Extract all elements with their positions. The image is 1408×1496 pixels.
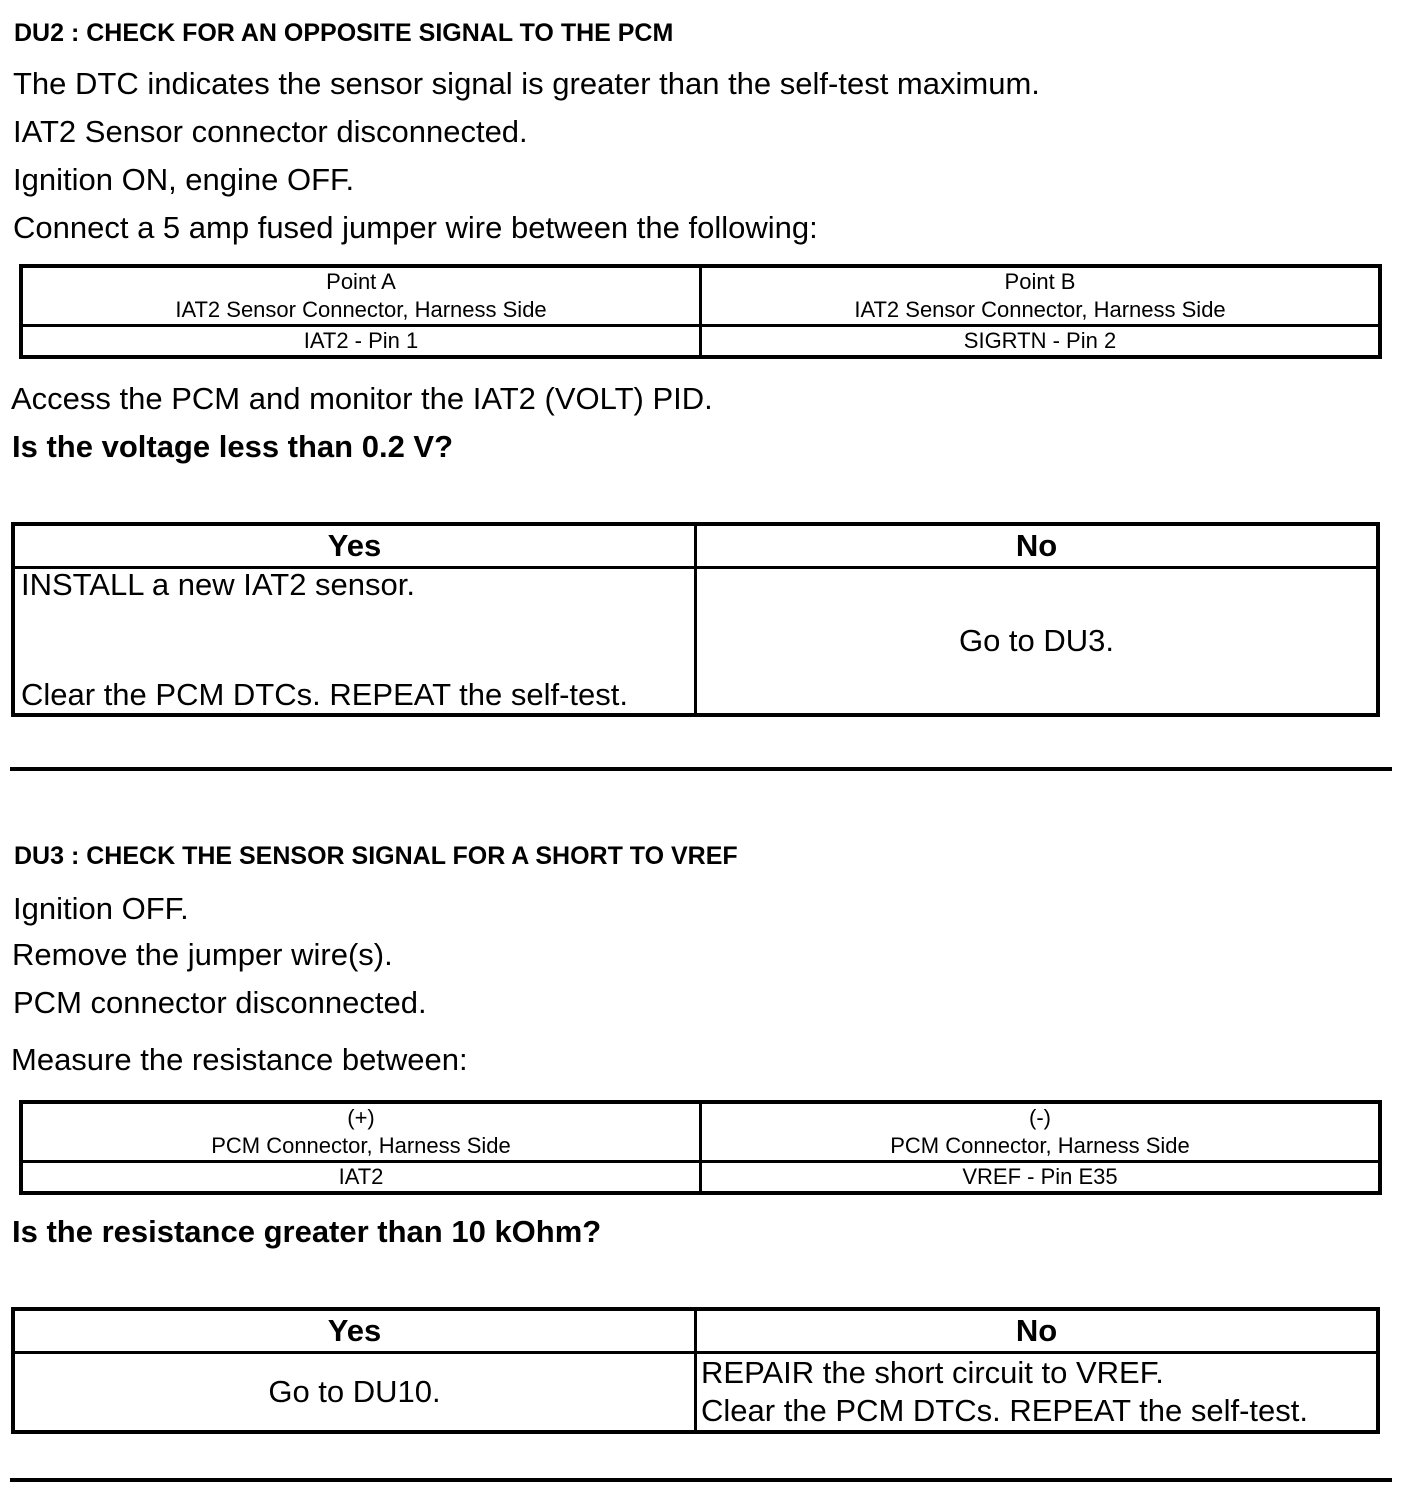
du2-connection-table <box>19 264 1382 359</box>
du2-point-b-value: SIGRTN - Pin 2 <box>701 326 1381 358</box>
du2-point-a-value: IAT2 - Pin 1 <box>21 326 701 358</box>
du3-line-4: Measure the resistance between: <box>11 1042 468 1077</box>
du3-question: Is the resistance greater than 10 kOhm? <box>12 1214 602 1249</box>
du2-yes-line-2: Clear the PCM DTCs. REPEAT the self-test. <box>21 677 628 712</box>
du2-point-b-title: Point B <box>1004 269 1076 294</box>
du3-connection-table <box>19 1100 1382 1195</box>
du3-yes-cell: Go to DU10. <box>13 1353 696 1433</box>
du2-line-1: The DTC indicates the sensor signal is greater than the self-test maximum. <box>13 66 1040 101</box>
du2-question: Is the voltage less than 0.2 V? <box>12 429 454 464</box>
du3-positive-header <box>21 1102 701 1162</box>
du2-line-2: IAT2 Sensor connector disconnected. <box>13 114 528 149</box>
du3-negative-title: (-) <box>1029 1105 1051 1130</box>
du2-after-text: Access the PCM and monitor the IAT2 (VOLT) PID. <box>11 381 713 416</box>
du3-line-2: Remove the jumper wire(s). <box>12 937 393 972</box>
du2-point-b-header <box>701 266 1381 326</box>
du2-yes-line-1: INSTALL a new IAT2 sensor. <box>21 567 415 602</box>
du3-yes-header: Yes <box>13 1309 696 1353</box>
du2-heading: DU2 : CHECK FOR AN OPPOSITE SIGNAL TO THE PCM <box>14 19 674 47</box>
du3-no-line-1: REPAIR the short circuit to VREF. <box>701 1355 1164 1390</box>
du2-line-4: Connect a 5 amp fused jumper wire between the following: <box>13 210 818 245</box>
du3-positive-value: IAT2 <box>21 1162 701 1194</box>
du2-no-header: No <box>696 524 1379 568</box>
du2-result-table <box>11 522 1380 717</box>
du2-point-a-title: Point A <box>326 269 396 294</box>
du3-no-line-2: Clear the PCM DTCs. REPEAT the self-test. <box>701 1393 1308 1428</box>
du3-negative-subtitle: PCM Connector, Harness Side <box>890 1133 1190 1158</box>
du3-result-table <box>11 1307 1380 1434</box>
du3-line-1: Ignition OFF. <box>13 891 189 926</box>
du3-heading: DU3 : CHECK THE SENSOR SIGNAL FOR A SHORT TO VREF <box>14 842 738 870</box>
du2-yes-cell <box>13 568 696 716</box>
du2-point-a-header <box>21 266 701 326</box>
du3-no-header: No <box>696 1309 1379 1353</box>
du3-no-cell <box>696 1353 1379 1433</box>
du3-line-3: PCM connector disconnected. <box>13 985 427 1020</box>
du2-point-a-subtitle: IAT2 Sensor Connector, Harness Side <box>175 297 547 322</box>
du3-positive-subtitle: PCM Connector, Harness Side <box>211 1133 511 1158</box>
du3-negative-header <box>701 1102 1381 1162</box>
du2-point-b-subtitle: IAT2 Sensor Connector, Harness Side <box>854 297 1226 322</box>
du2-no-cell: Go to DU3. <box>696 568 1379 716</box>
du2-line-3: Ignition ON, engine OFF. <box>13 162 355 197</box>
du2-yes-header: Yes <box>13 524 696 568</box>
section-divider-2 <box>10 1478 1392 1482</box>
du3-negative-value: VREF - Pin E35 <box>701 1162 1381 1194</box>
du3-positive-title: (+) <box>347 1105 375 1130</box>
section-divider-1 <box>10 767 1392 771</box>
